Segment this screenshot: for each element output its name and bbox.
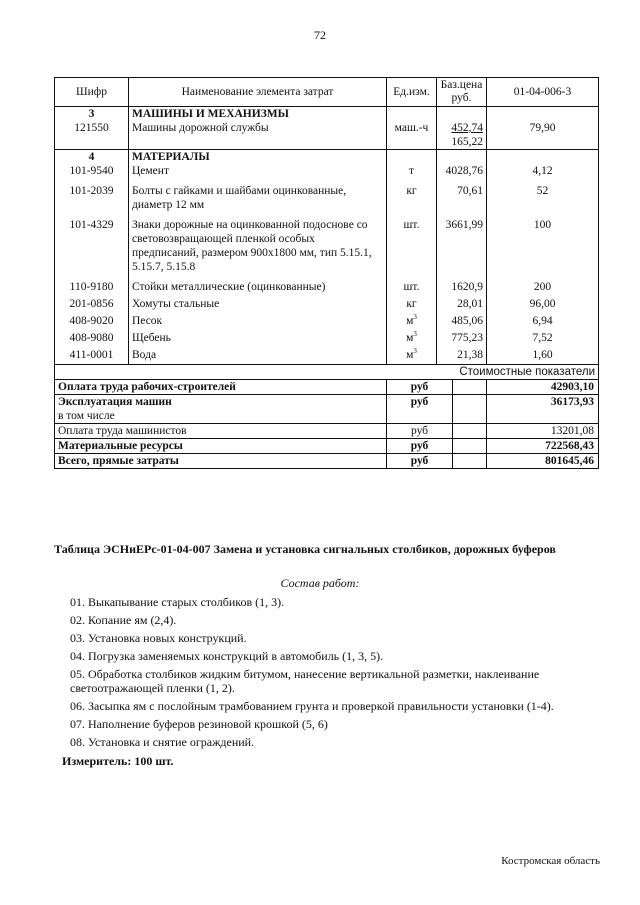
- cost-indicators-caption: Стоимостные показатели: [55, 365, 599, 380]
- row-price-secondary: 165,22: [451, 136, 483, 148]
- table-row: [55, 178, 599, 212]
- summary-value: 722568,43: [487, 439, 599, 454]
- summary-value: 42903,10: [487, 380, 599, 395]
- summary-table: [54, 379, 599, 469]
- row-value: 4,12: [487, 164, 599, 178]
- summary-unit: руб: [387, 395, 453, 424]
- summary-label: Материальные ресурсы: [55, 439, 387, 454]
- summary-unit: руб: [387, 439, 453, 454]
- summary-unit: руб: [387, 380, 453, 395]
- table-header: [55, 78, 599, 107]
- summary-label: в том числе: [58, 410, 115, 422]
- table-row: [55, 328, 599, 345]
- unit-text: м: [406, 315, 414, 327]
- unit-text: м: [406, 349, 414, 361]
- list-item: 02. Копание ям (2,4).: [70, 613, 177, 627]
- row-name: Хомуты стальные: [129, 294, 387, 311]
- row-price: 1620,9: [437, 274, 487, 294]
- row-price: 70,61: [437, 178, 487, 212]
- row-unit: шт.: [387, 274, 437, 294]
- section-title: МАТЕРИАЛЫ: [129, 150, 387, 165]
- row-unit: кг: [387, 294, 437, 311]
- unit-text: м: [406, 332, 414, 344]
- table-row: [55, 345, 599, 365]
- summary-label: Всего, прямые затраты: [55, 454, 387, 469]
- footer-region: Костромская область: [501, 855, 600, 867]
- table-2-title: Таблица ЭСНиЕРс-01-04-007 Замена и установка сигнальных столбиков, дорожных буферов: [54, 542, 556, 556]
- section-number: 4: [55, 150, 129, 165]
- list-item: 05. Обработка столбиков жидким битумом, нанесение вертикальной разметки, наклеивание светоотражающей пленки (1, 2).: [70, 667, 540, 695]
- section-materials-header: [55, 150, 599, 165]
- list-item: 07. Наполнение буферов резиновой крошкой (5, 6): [70, 717, 328, 731]
- row-value: 1,60: [487, 345, 599, 365]
- table-row: [55, 164, 599, 178]
- row-price: 28,01: [437, 294, 487, 311]
- row-name: Стойки металлические (оцинкованные): [129, 274, 387, 294]
- page-number: 72: [314, 28, 326, 42]
- section-machines-header: [55, 107, 599, 122]
- summary-row: [55, 380, 599, 395]
- row-name: Цемент: [129, 164, 387, 178]
- row-code: 411-0001: [55, 345, 129, 365]
- row-value: 96,00: [487, 294, 599, 311]
- row-code: 101-4329: [55, 212, 129, 274]
- row-value: 6,94: [487, 311, 599, 328]
- work-list: [70, 595, 600, 753]
- row-name: Машины дорожной службы: [129, 121, 387, 150]
- row-unit: [387, 345, 437, 365]
- summary-label: Эксплуатация машин: [58, 396, 172, 408]
- header-code: Шифр: [55, 78, 129, 107]
- table-row: [55, 212, 599, 274]
- row-unit: т: [387, 164, 437, 178]
- header-norm: 01-04-006-3: [487, 78, 599, 107]
- summary-label: Оплата труда машинистов: [55, 424, 387, 439]
- row-code: 408-9020: [55, 311, 129, 328]
- table-row: [55, 121, 599, 150]
- table-row: [55, 294, 599, 311]
- row-price: 775,23: [437, 328, 487, 345]
- list-item: 01. Выкапывание старых столбиков (1, 3).: [70, 595, 285, 609]
- work-composition-title: Состав работ:: [280, 576, 360, 590]
- row-unit: шт.: [387, 212, 437, 274]
- header-price: Баз.цена руб.: [437, 78, 487, 107]
- row-unit: [387, 311, 437, 328]
- table-row: [55, 274, 599, 294]
- row-value: 200: [487, 274, 599, 294]
- header-unit: Ед.изм.: [387, 78, 437, 107]
- summary-value: 801645,46: [487, 454, 599, 469]
- row-code: 101-9540: [55, 164, 129, 178]
- unit-superscript: 3: [413, 347, 417, 356]
- row-name: Болты с гайками и шайбами оцинкованные, диаметр 12 мм: [129, 178, 387, 212]
- row-unit: кг: [387, 178, 437, 212]
- row-price: 485,06: [437, 311, 487, 328]
- row-code: 408-9080: [55, 328, 129, 345]
- summary-value: 36173,93: [487, 395, 599, 424]
- summary-row: [55, 424, 599, 439]
- row-price: 4028,76: [437, 164, 487, 178]
- summary-label: Оплата труда рабочих-строителей: [55, 380, 387, 395]
- row-code: 110-9180: [55, 274, 129, 294]
- row-value: 100: [487, 212, 599, 274]
- summary-unit: руб: [387, 424, 453, 439]
- row-price: 21,38: [437, 345, 487, 365]
- row-name: Вода: [129, 345, 387, 365]
- row-code: 101-2039: [55, 178, 129, 212]
- row-price-primary: 452,74: [451, 122, 483, 134]
- row-unit: маш.-ч: [387, 121, 437, 150]
- section-number: 3: [55, 107, 129, 122]
- summary-row: [55, 439, 599, 454]
- measurement-unit: Измеритель: 100 шт.: [62, 754, 174, 768]
- row-name: Знаки дорожные на оцинкованной подосновe со световозвращающей пленкой особых предписаний, размером 900x1800 мм, тип 5.15.1, 5.15.7, 5.15.8: [129, 212, 387, 274]
- header-name: Наименование элемента затрат: [129, 78, 387, 107]
- row-price: 3661,99: [437, 212, 487, 274]
- row-code: 121550: [55, 121, 129, 150]
- row-value: 7,52: [487, 328, 599, 345]
- unit-superscript: 3: [413, 330, 417, 339]
- list-item: 08. Установка и снятие ограждений.: [70, 735, 255, 749]
- row-name: Песок: [129, 311, 387, 328]
- row-code: 201-0856: [55, 294, 129, 311]
- row-unit: [387, 328, 437, 345]
- cost-table: [54, 77, 598, 469]
- row-value: 52: [487, 178, 599, 212]
- summary-value: 13201,08: [487, 424, 599, 439]
- list-item: 03. Установка новых конструкций.: [70, 631, 247, 645]
- section-title: МАШИНЫ И МЕХАНИЗМЫ: [129, 107, 387, 122]
- unit-superscript: 3: [413, 313, 417, 322]
- table-row: [55, 311, 599, 328]
- row-price: [437, 121, 487, 150]
- cost-indicators-caption-row: [55, 365, 599, 380]
- summary-row: [55, 395, 599, 424]
- summary-row: [55, 454, 599, 469]
- summary-unit: руб: [387, 454, 453, 469]
- list-item: 04. Погрузка заменяемых конструкций в автомобиль (1, 3, 5).: [70, 649, 384, 663]
- list-item: 06. Засыпка ям с послойным трамбованием грунта и проверкой правильности установки (1-4).: [70, 699, 554, 713]
- row-name: Щебень: [129, 328, 387, 345]
- row-value: 79,90: [487, 121, 599, 150]
